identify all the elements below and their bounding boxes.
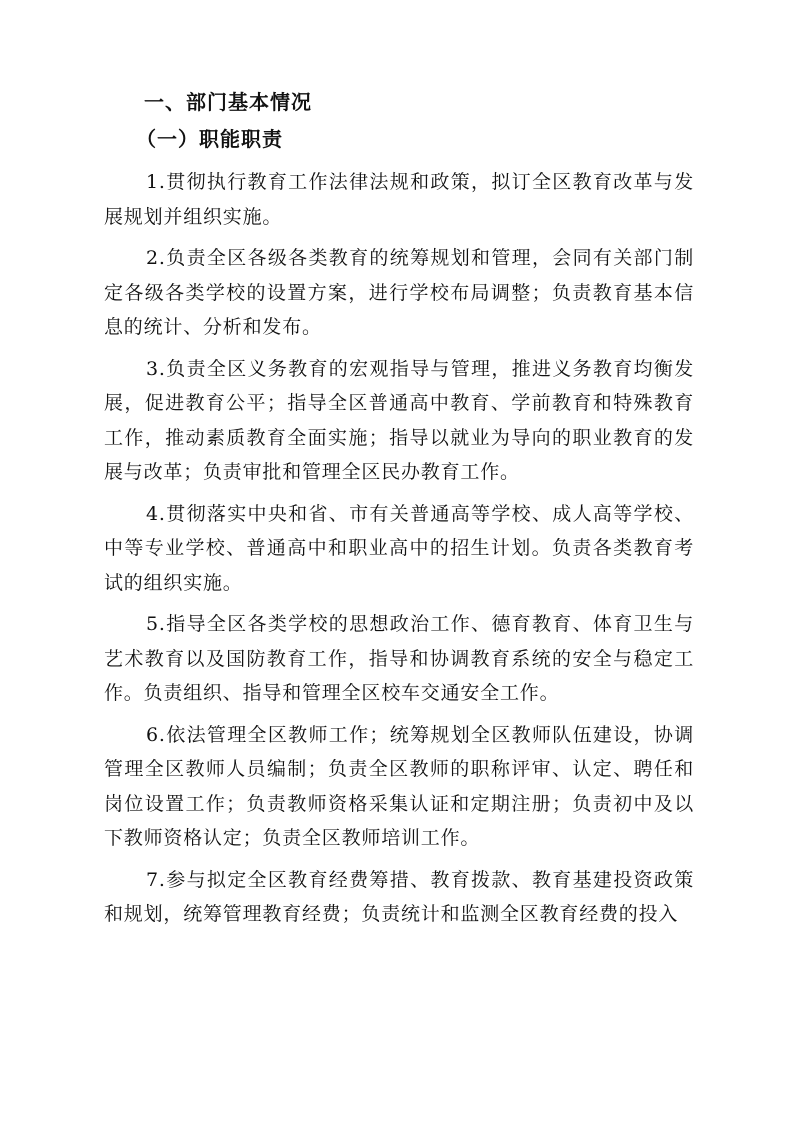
duty-item-6: 6.依法管理全区教师工作；统筹规划全区教师队伍建设，协调管理全区教师人员编制；负责全区教师的职称评审、认定、聘任和岗位设置工作；负责教师资格采集认证和定期注册；负责初中及以下教师资格认定；负责全区教师培训工作。 xyxy=(104,723,694,849)
subsection-title: （一）职能职责 xyxy=(136,127,283,151)
duty-item-5: 5.指导全区各类学校的思想政治工作、德育教育、体育卫生与艺术教育以及国防教育工作，指导和协调教育系统的安全与稳定工作。负责组织、指导和管理全区校车交通安全工作。 xyxy=(104,613,694,704)
duty-item-4: 4.贯彻落实中央和省、市有关普通高等学校、成人高等学校、中等专业学校、普通高中和职业高中的招生计划。负责各类教育考试的组织实施。 xyxy=(104,502,694,594)
duty-item-3: 3.负责全区义务教育的宏观指导与管理，推进义务教育均衡发展，促进教育公平；指导全区普通高中教育、学前教育和特殊教育工作，推动素质教育全面实施；指导以就业为导向的职业教育的发展与改革；负责审批和管理全区民办教育工作。 xyxy=(104,357,694,483)
duty-item-1: 1.贯彻执行教育工作法律法规和政策，拟订全区教育改革与发展规划并组织实施。 xyxy=(104,171,694,228)
duty-item-7: 7.参与拟定全区教育经费筹措、教育拨款、教育基建投资政策和规划，统筹管理教育经费；负责统计和监测全区教育经费的投入 xyxy=(104,868,694,925)
section-title: 一、部门基本情况 xyxy=(144,90,312,114)
duty-item-2: 2.负责全区各级各类教育的统筹规划和管理，会同有关部门制定各级各类学校的设置方案，进行学校布局调整；负责教育基本信息的统计、分析和发布。 xyxy=(104,247,694,338)
document-body xyxy=(104,86,694,932)
